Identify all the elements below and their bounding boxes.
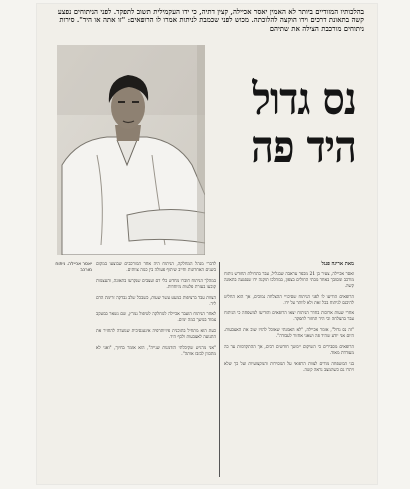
paragraph: הרופאים מסבירים כי השיקום יימשך חודשים רבים, אך ההתקדמות עד כה מעודדת מאוד.	[224, 345, 354, 356]
paragraph: הצוות עבד ברציפות כמעט עשר שעות, כשבכל שלב נבדקה זרימת הדם ליד.	[96, 295, 216, 307]
article-intro: בהלכותיו המזודיים ביותר לא האמין יאסר אכיילה, קצין דתיה, כי ידו העקמילית תשוב לתפקד. לפני הניתוחים נפצע קשה בתאונת דרכים וידו הוקצה להלוכתה. מכוש לפני שכמבת לניתות אמרו לו הרופאים: "זו אתה או היד". סירות ניתוחים מורכבת הצילה את שתיהם	[57, 8, 364, 33]
paragraph: ואסר אכיילה, צעיר בן 21 מכפר עראבה שבגליל, עבר בתחילת החודש ניתוח מורכב ומסובך באחד מבתי החולים בצפון, במהלכו תוקנה ידו שנפגעה בתאונה קשה.	[224, 271, 354, 289]
headline-line-2: היד פה	[251, 122, 356, 173]
byline: מאת אריגה פנגל	[321, 261, 354, 267]
paragraph: אחרי שעות ארוכות בחדר הניתוח יצאו הרופאים והודיעו למשפחה כי הניתוח עבר בהצלחה וכי היד תחזור לתפקד.	[224, 311, 354, 323]
paragraph: בני המשפחה מודים לצוות הרפואי על המסירות והמקצועיות ועל כך שלא ויתרו גם כשהמצב נראה קשה.	[224, 361, 354, 373]
paragraph: "אני מרגיש שקיבלתי הזדמנות שנייה", הוא אומר בחיוך, "ואני לא מתכוון לבזבז אותה".	[96, 346, 216, 357]
paragraph: הרופאים הודיעו לו לפני הניתוח שסיכויי ההצלחה נמוכים, אך הוא החליט להיכנס לניתוח בכל זאת ולא לוותר על ידו.	[224, 294, 354, 306]
photo-caption: יאסר אכיילה. ניתוח מורכב	[55, 262, 92, 273]
headline-line-1: נס גדול	[252, 74, 356, 125]
paragraph: כעת הוא מתחיל בתוכנית פיזיותרפיה אינטנסיבית שנועדה להחזיר את התנועה לאצבעות ולכף היד.	[96, 329, 216, 341]
paragraph: לאחר הניתוח הועבר אכיילה למחלקה לטיפול נמרץ, שם נשאר במעקב צמוד במשך כמה ימים.	[96, 312, 216, 324]
article-photo	[57, 45, 205, 255]
paragraph: במהלך הניתוח חוברו מחדש כלי דם ועצבים שנקרעו בתאונה, והעצמות קובעו בעזרת פלטות מיוחדות.	[96, 278, 216, 290]
article-column-right	[224, 262, 354, 379]
article-column-left	[96, 262, 216, 363]
headline	[212, 76, 356, 172]
paragraph: לדברי מנהל המחלקה, הניתוח היה אחד המורכבים שבוצעו במקום בשנים האחרונות וחייב שיתוף פעולה בין כמה צוותים.	[96, 262, 216, 273]
paragraph: "זה נס גדול", אומר אכיילה, "לא האמנתי שאוכל להזיז שוב את האצבעות. היום אני יודע שהיד פה ושאני אחזור לעבודה".	[224, 328, 354, 340]
column-divider	[219, 262, 220, 477]
